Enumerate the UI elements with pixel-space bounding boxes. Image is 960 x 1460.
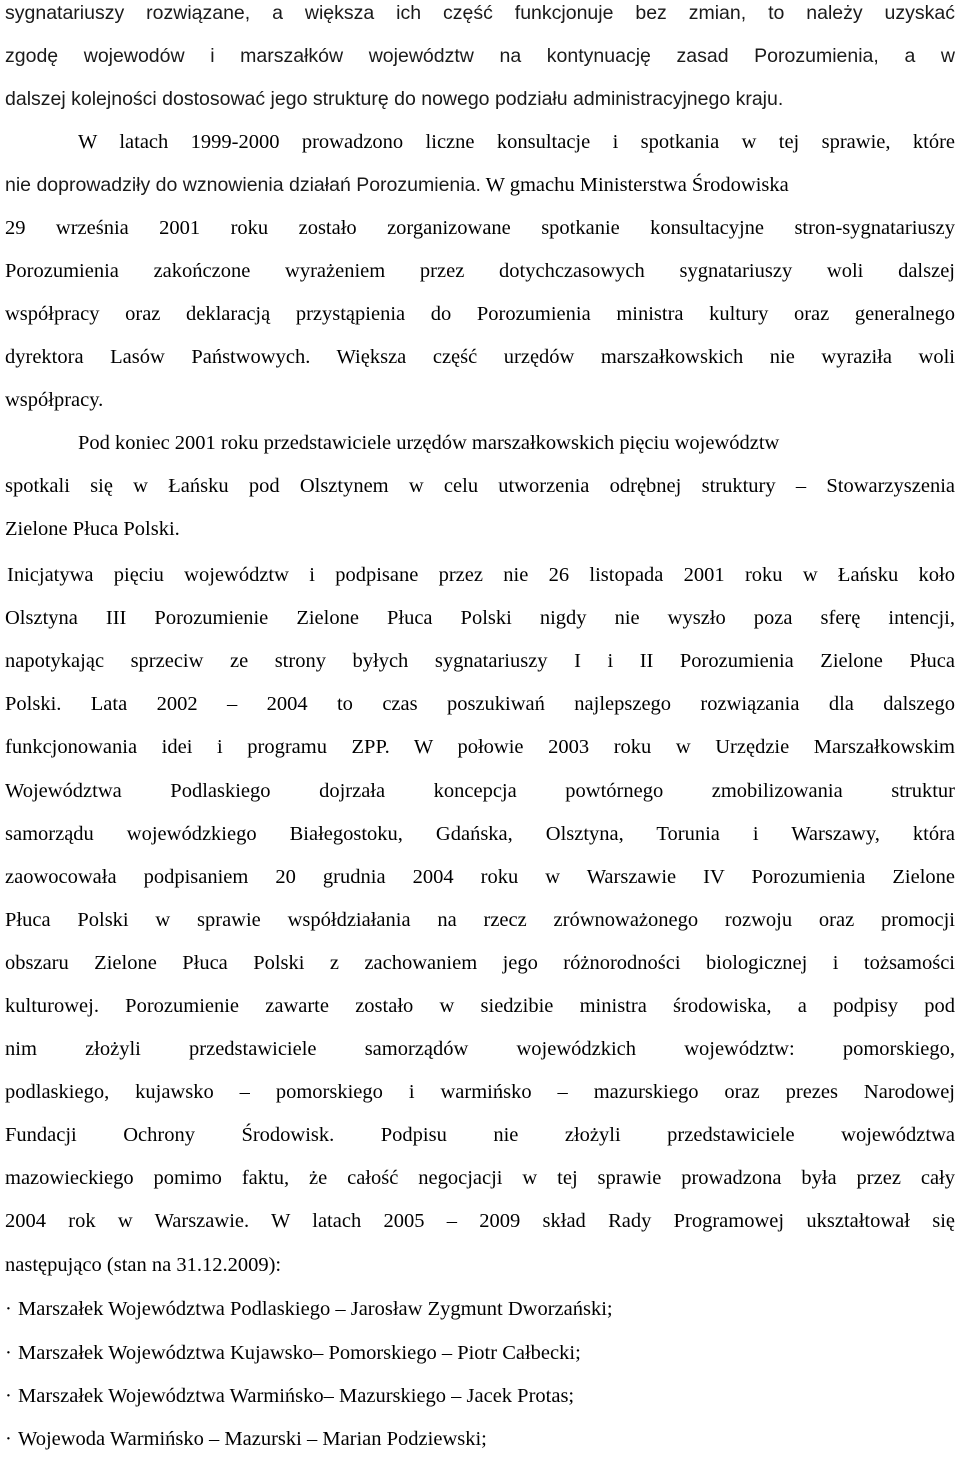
bullet-icon: ·	[5, 1385, 12, 1407]
text-line: funkcjonowania idei i programu ZPP. W połowie 2003 roku w Urzędzie Marszałkowskim	[5, 736, 955, 758]
list-item-text: Marszałek Województwa Kujawsko– Pomorskiego – Piotr Całbecki;	[18, 1342, 581, 1364]
text-line: Porozumienia zakończone wyrażeniem przez dotychczasowych sygnatariuszy woli dalszej	[5, 260, 955, 282]
list-item	[5, 1338, 581, 1368]
text-line: 29 września 2001 roku zostało zorganizowane spotkanie konsultacyjne stron-sygnatariuszy	[5, 217, 955, 239]
text-line: Olsztyna III Porozumienie Zielone Płuca Polski nigdy nie wyszło poza sferę intencji,	[5, 607, 955, 629]
text-line: dyrektora Lasów Państwowych. Większa część urzędów marszałkowskich nie wyraziła woli	[5, 346, 955, 368]
list-item-text: Marszałek Województwa Warmińsko– Mazurskiego – Jacek Protas;	[18, 1385, 575, 1407]
text-line-composite	[5, 170, 955, 200]
text-line: współpracy oraz deklaracją przystąpienia do Porozumienia ministra kultury oraz generalnego	[5, 303, 955, 325]
text-line: spotkali się w Łańsku pod Olsztynem w celu utworzenia odrębnej struktury – Stowarzyszenia	[5, 475, 955, 497]
text-line: Polski. Lata 2002 – 2004 to czas poszukiwań najlepszego rozwiązania dla dalszego	[5, 693, 955, 715]
text-line: Inicjatywa pięciu województw i podpisane przez nie 26 listopada 2001 roku w Łańsku koło	[7, 564, 955, 586]
bullet-icon: ·	[5, 1342, 12, 1364]
text-line: obszaru Zielone Płuca Polski z zachowaniem jego różnorodności biologicznej i tożsamości	[5, 952, 955, 974]
text-line: Fundacji Ochrony Środowisk. Podpisu nie złożyli przedstawiciele województwa	[5, 1124, 955, 1146]
list-item-text: Wojewoda Warmińsko – Mazurski – Marian Podziewski;	[18, 1428, 487, 1450]
bullet-icon: ·	[5, 1298, 12, 1320]
text-line: dalszej kolejności dostosować jego strukturę do nowego podziału administracyjnego kraju.	[5, 88, 784, 110]
text-line: kulturowej. Porozumienie zawarte zostało w siedzibie ministra środowiska, a podpisy pod	[5, 995, 955, 1017]
text-line: Zielone Płuca Polski.	[5, 518, 180, 540]
text-line: Płuca Polski w sprawie współdziałania na rzecz zrównoważonego rozwoju oraz promocji	[5, 909, 955, 931]
text-line: współpracy.	[5, 389, 104, 411]
list-item	[5, 1381, 574, 1411]
text-line: Pod koniec 2001 roku przedstawiciele urzędów marszałkowskich pięciu województw	[78, 432, 780, 454]
text-line: następująco (stan na 31.12.2009):	[5, 1254, 282, 1276]
text-line: 2004 rok w Warszawie. W latach 2005 – 2009 skład Rady Programowej ukształtował się	[5, 1210, 955, 1232]
text-line: zaowocowała podpisaniem 20 grudnia 2004 roku w Warszawie IV Porozumienia Zielone	[5, 866, 955, 888]
text-fragment: nie doprowadziły do wznowienia działań Porozumienia.	[5, 174, 481, 196]
text-fragment: W gmachu Ministerstwa Środowiska	[485, 174, 789, 196]
list-item	[5, 1294, 613, 1324]
text-line: nim złożyli przedstawiciele samorządów wojewódzkich województw: pomorskiego,	[5, 1038, 955, 1060]
list-item	[5, 1424, 487, 1454]
text-line: mazowieckiego pomimo faktu, że całość negocjacji w tej sprawie prowadzona była przez cały	[5, 1167, 955, 1189]
text-line: napotykając sprzeciw ze strony byłych sygnatariuszy I i II Porozumienia Zielone Płuca	[5, 650, 955, 672]
text-line: Województwa Podlaskiego dojrzała koncepcja powtórnego zmobilizowania struktur	[5, 780, 955, 802]
text-line: samorządu wojewódzkiego Białegostoku, Gdańska, Olsztyna, Torunia i Warszawy, która	[5, 823, 955, 845]
text-line: W latach 1999-2000 prowadzono liczne konsultacje i spotkania w tej sprawie, które	[78, 131, 955, 153]
bullet-icon: ·	[5, 1428, 12, 1450]
text-line: podlaskiego, kujawsko – pomorskiego i warmińsko – mazurskiego oraz prezes Narodowej	[5, 1081, 955, 1103]
text-line: sygnatariuszy rozwiązane, a większa ich część funkcjonuje bez zmian, to należy uzyskać	[5, 2, 955, 24]
list-item-text: Marszałek Województwa Podlaskiego – Jarosław Zygmunt Dworzański;	[18, 1298, 613, 1320]
text-line: zgodę wojewodów i marszałków województw na kontynuację zasad Porozumienia, a w	[5, 45, 955, 67]
